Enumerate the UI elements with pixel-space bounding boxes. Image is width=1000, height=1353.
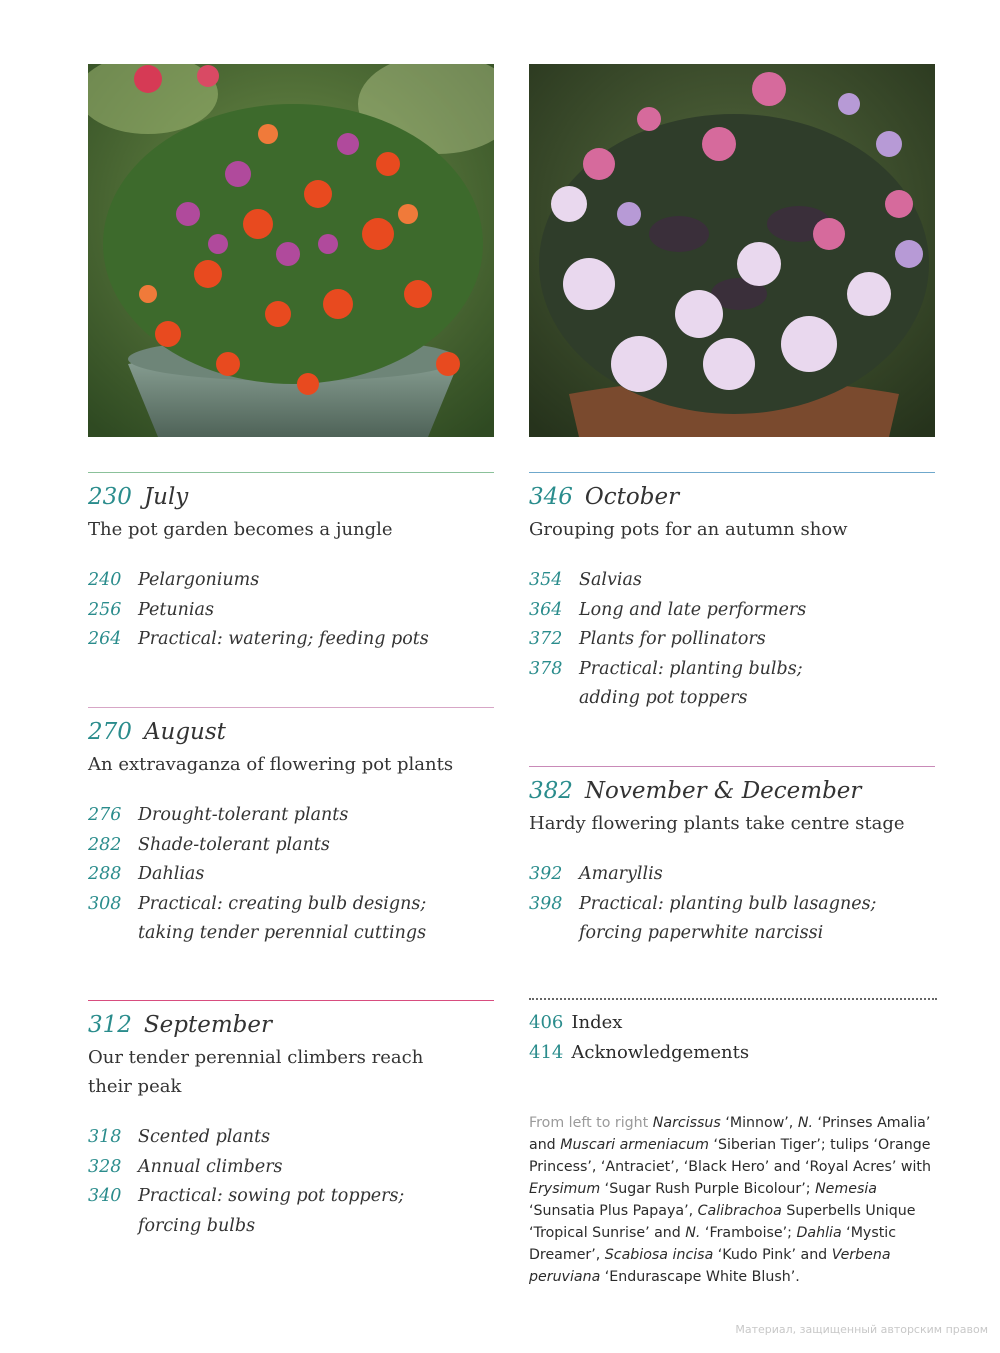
- caption-text: ‘Mystic Dreamer’,: [529, 1225, 897, 1263]
- caption-lead: From left to right: [529, 1115, 649, 1131]
- caption-italic: N.: [797, 1115, 813, 1131]
- section-subtitle: Grouping pots for an autumn show: [529, 519, 848, 540]
- photo-dahlia-verbena-pot: [529, 64, 935, 437]
- caption-italic: Verbena peruviana: [529, 1247, 891, 1285]
- toc-entry[interactable]: 372 Plants for pollinators: [529, 629, 766, 649]
- toc-entry[interactable]: 240 Pelargoniums: [88, 570, 260, 590]
- subtitle-line: Our tender perennial climbers reach: [88, 1047, 424, 1068]
- divider: [88, 472, 494, 473]
- copyright-watermark: Материал, защищенный авторским правом: [735, 1323, 988, 1336]
- toc-entry[interactable]: 364 Long and late performers: [529, 599, 807, 620]
- page-number[interactable]: 346: [529, 484, 573, 510]
- toc-entry[interactable]: 340 Practical: sowing pot toppers;: [88, 1186, 405, 1206]
- divider: [88, 1000, 494, 1001]
- section-august: [88, 707, 494, 949]
- toc-entry[interactable]: 318 Scented plants: [88, 1127, 271, 1147]
- caption-italic: Muscari armeniacum: [560, 1137, 709, 1153]
- section-subtitle: Hardy flowering plants take centre stage: [529, 813, 905, 834]
- dotted-divider: [529, 998, 937, 1000]
- caption-text: ‘Minnow’,: [720, 1115, 798, 1131]
- caption-text: ‘Endurascape White Blush’.: [600, 1269, 800, 1285]
- section-heading: [88, 716, 494, 748]
- toc-entry-acknowledgements[interactable]: 414 Acknowledgements: [529, 1042, 750, 1063]
- section-september: [88, 1000, 494, 1241]
- toc-entry[interactable]: 264 Practical: watering; feeding pots: [88, 629, 429, 649]
- section-title[interactable]: September: [143, 1012, 272, 1038]
- divider: [88, 707, 494, 708]
- toc-entry[interactable]: 276 Drought-tolerant plants: [88, 805, 349, 825]
- caption-text: Superbells Unique ‘Tropical Sunrise’ and: [529, 1203, 916, 1241]
- divider: [529, 766, 935, 767]
- divider: [529, 472, 935, 473]
- caption-text: ‘Sugar Rush Purple Bicolour’;: [600, 1181, 816, 1197]
- caption-italic: Narcissus: [652, 1115, 721, 1131]
- section-july: [88, 472, 494, 655]
- section-heading: [529, 775, 935, 807]
- section-title[interactable]: August: [143, 719, 226, 745]
- subtitle-line: their peak: [88, 1076, 182, 1097]
- caption-italic: Erysimum: [529, 1181, 601, 1197]
- section-november-december: [529, 766, 935, 949]
- section-title[interactable]: November & December: [584, 778, 862, 804]
- toc-entry[interactable]: 308 Practical: creating bulb designs;: [88, 893, 427, 914]
- page-number[interactable]: 270: [88, 719, 132, 745]
- toc-entry-continuation[interactable]: forcing bulbs: [138, 1215, 256, 1236]
- toc-entry[interactable]: 392 Amaryllis: [529, 864, 663, 884]
- section-heading: [529, 481, 935, 513]
- toc-entry[interactable]: 256 Petunias: [88, 599, 214, 620]
- section-heading: [88, 1009, 494, 1041]
- toc-entry[interactable]: 282 Shade-tolerant plants: [88, 834, 330, 855]
- caption-text: ‘Sunsatia Plus Papaya’,: [529, 1203, 698, 1219]
- section-subtitle: [88, 1043, 494, 1101]
- section-title[interactable]: October: [584, 484, 680, 510]
- caption-text: ‘Siberian Tiger’; tulips ‘Orange Princess’, ‘Antraciet’, ‘Black Hero’ and ‘Royal Acres’ with: [529, 1137, 931, 1175]
- page-number[interactable]: 382: [529, 778, 573, 804]
- section-subtitle: The pot garden becomes a jungle: [88, 519, 393, 540]
- toc-entry-continuation[interactable]: adding pot toppers: [579, 688, 748, 708]
- toc-entry[interactable]: 354 Salvias: [529, 570, 642, 590]
- toc-entry[interactable]: 398 Practical: planting bulb lasagnes;: [529, 893, 877, 914]
- section-title[interactable]: July: [143, 484, 189, 510]
- toc-entry-continuation[interactable]: forcing paperwhite narcissi: [579, 923, 824, 943]
- toc-entry[interactable]: 288 Dahlias: [88, 864, 205, 884]
- toc-entry-continuation[interactable]: taking tender perennial cuttings: [138, 923, 427, 943]
- photo-caption: [529, 1112, 939, 1288]
- section-october: [529, 472, 935, 714]
- caption-italic: Nemesia: [815, 1181, 877, 1197]
- section-heading: [88, 481, 494, 513]
- caption-text: ‘Prinses Amalia’ and: [529, 1115, 931, 1153]
- toc-entry-index[interactable]: 406 Index: [529, 1012, 623, 1033]
- caption-italic: Calibrachoa: [697, 1203, 782, 1219]
- toc-entry[interactable]: 378 Practical: planting bulbs;: [529, 658, 803, 679]
- page-number[interactable]: 230: [88, 484, 132, 510]
- page-number[interactable]: 312: [88, 1012, 132, 1038]
- caption-italic: N.: [685, 1225, 701, 1241]
- caption-italic: Dahlia: [796, 1225, 842, 1241]
- caption-text: ‘Framboise’;: [700, 1225, 797, 1241]
- section-backmatter: [529, 998, 937, 1068]
- caption-italic: Scabiosa incisa: [604, 1247, 714, 1263]
- toc-entry[interactable]: 328 Annual climbers: [88, 1156, 283, 1177]
- photo-orange-nemesia-pot: [88, 64, 494, 437]
- caption-text: ‘Kudo Pink’ and: [713, 1247, 832, 1263]
- section-subtitle: An extravaganza of flowering pot plants: [88, 754, 454, 775]
- caption-body: [529, 1115, 931, 1285]
